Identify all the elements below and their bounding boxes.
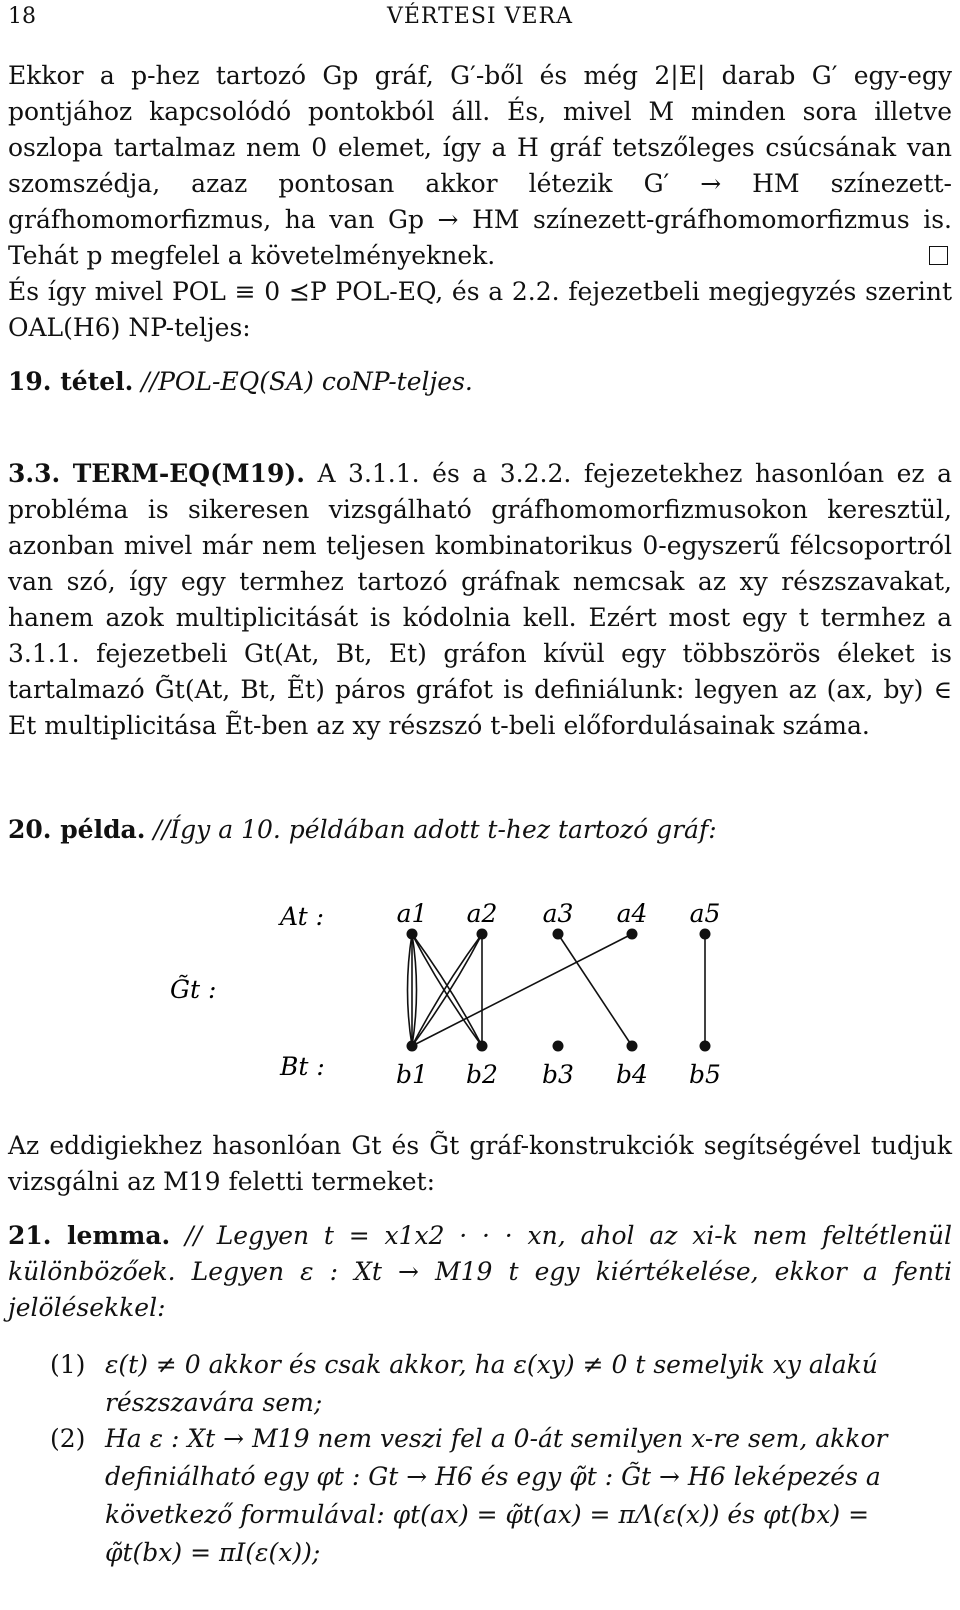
edge-a2-b1 — [412, 934, 482, 1046]
section-3-3 — [8, 456, 952, 744]
node-a5-label: a5 — [689, 899, 721, 928]
running-title: VÉRTESI VERA — [386, 4, 573, 29]
node-a4-label: a4 — [616, 899, 648, 928]
row-b-label: Bt : — [280, 1052, 325, 1081]
node-b5-label: b5 — [689, 1060, 721, 1089]
lemma-text: // Legyen t = x1x2 · · · xn, ahol az xi-k nem feltétlenül különbözőek. Legyen ε : Xt → M19 t egy kiértékelése, ekkor a fenti jelölésekkel: — [8, 1221, 952, 1322]
node-a2-label: a2 — [466, 899, 498, 928]
edge-a1-b2 — [412, 934, 482, 1046]
list-item-1 — [50, 1346, 950, 1422]
item-text: ε(t) ≠ 0 akkor és csak akkor, ha ε(xy) ≠ 0 t semelyik xy alakú részszavára sem; — [105, 1350, 878, 1417]
lemma-label: 21. lemma. — [8, 1221, 171, 1250]
node-a4-node — [627, 929, 638, 940]
node-b5-node — [700, 1041, 711, 1052]
list-item-2 — [50, 1420, 950, 1572]
node-a1-node — [407, 929, 418, 940]
edge-a1-b2 — [412, 934, 482, 1046]
node-b1-node — [407, 1041, 418, 1052]
node-b2-label: b2 — [466, 1060, 498, 1089]
node-a3-node — [553, 929, 564, 940]
node-a3-label: a3 — [542, 899, 574, 928]
edge-a3-b4 — [558, 934, 632, 1046]
edge-a4-b1 — [412, 934, 632, 1046]
theorem-text: //POL-EQ(SA) coNP-teljes. — [141, 367, 473, 396]
node-a1-label: a1 — [396, 899, 428, 928]
node-b2-node — [477, 1041, 488, 1052]
lemma-21 — [8, 1218, 952, 1326]
graph-label: G̃t : — [170, 975, 217, 1004]
node-b4-label: b4 — [616, 1060, 648, 1089]
node-b4-node — [627, 1041, 638, 1052]
theorem-label: 19. tétel. — [8, 367, 134, 396]
node-a5-node — [700, 929, 711, 940]
paragraph-1-text: Ekkor a p-hez tartozó Gp gráf, G′-ből és még 2|E| darab G′ egy-egy pontjához kapcsolódó pontokból áll. És, mivel M minden sora illetve oszlopa tartalmaz nem 0 elemet, így a H gráf tetszőleges csúcsának van szomszédja, azaz pontosan akkor létezik G′ → HM színezett-gráfhomomorfizmus, ha van Gp → HM színezett-gráfhomomorfizmus is. Tehát p megfelel a követelményeknek. — [8, 61, 952, 270]
item-text: Ha ε : Xt → M19 nem veszi fel a 0-át semilyen x-re sem, akkor definiálható egy φt : Gt → H6 és egy φ̃t : G̃t → H6 leképezés a következő formulával: φt(ax) = φ̃t(ax) = πΛ(ε(x)) és φt(bx) = φ̃t(bx) = πI(ε(x)); — [105, 1424, 888, 1567]
row-a-label: At : — [280, 902, 325, 931]
graph-edges — [408, 934, 706, 1046]
section-number: 3.3. — [8, 459, 61, 488]
item-number: (1) — [50, 1350, 86, 1379]
section-title: TERM-EQ(M19). — [72, 459, 305, 488]
theorem-19 — [8, 364, 952, 400]
bipartite-graph — [0, 880, 960, 1120]
page-number: 18 — [8, 4, 36, 29]
section-text: A 3.1.1. és a 3.2.2. fejezetekhez hasonlóan ez a probléma is sikeresen vizsgálható gráfhomomorfizmusokon keresztül, azonban mivel már nem teljesen kombinatorikus 0-egyszerű félcsoportról van szó, így egy termhez tartozó gráfnak nemcsak az xy részszavakat, hanem azok multiplicitását is kódolnia kell. Ezért most egy t termhez a 3.1.1. fejezetbeli Gt(At, Bt, Et) gráfon kívül egy többszörös éleket is tartalmazó G̃t(At, Bt, Ẽt) páros gráfot is definiálunk: legyen az (ax, by) ∈ Et multiplicitása Ẽt-ben az xy részszó t-beli előfordulásainak száma. — [8, 459, 952, 740]
graph-nodes — [396, 899, 721, 1089]
paragraph-3: Az eddigiekhez hasonlóan Gt és G̃t gráf-konstrukciók segítségével tudjuk vizsgálni az M19 feletti termeket: — [8, 1131, 952, 1196]
edge-a2-b1 — [412, 934, 482, 1046]
example-20 — [8, 812, 952, 848]
paragraph-1 — [8, 58, 952, 274]
example-label: 20. példa. — [8, 815, 146, 844]
example-text: //Így a 10. példában adott t-hez tartozó gráf: — [153, 815, 717, 844]
node-b3-node — [553, 1041, 564, 1052]
node-b1-label: b1 — [396, 1060, 428, 1089]
node-b3-label: b3 — [542, 1060, 574, 1089]
paragraph-2: És így mivel POL ≡ 0 ⪯P POL-EQ, és a 2.2. fejezetbeli megjegyzés szerint OAL(H6) NP-teljes: — [8, 277, 952, 342]
qed-box — [929, 246, 948, 265]
node-a2-node — [477, 929, 488, 940]
item-number: (2) — [50, 1424, 86, 1453]
